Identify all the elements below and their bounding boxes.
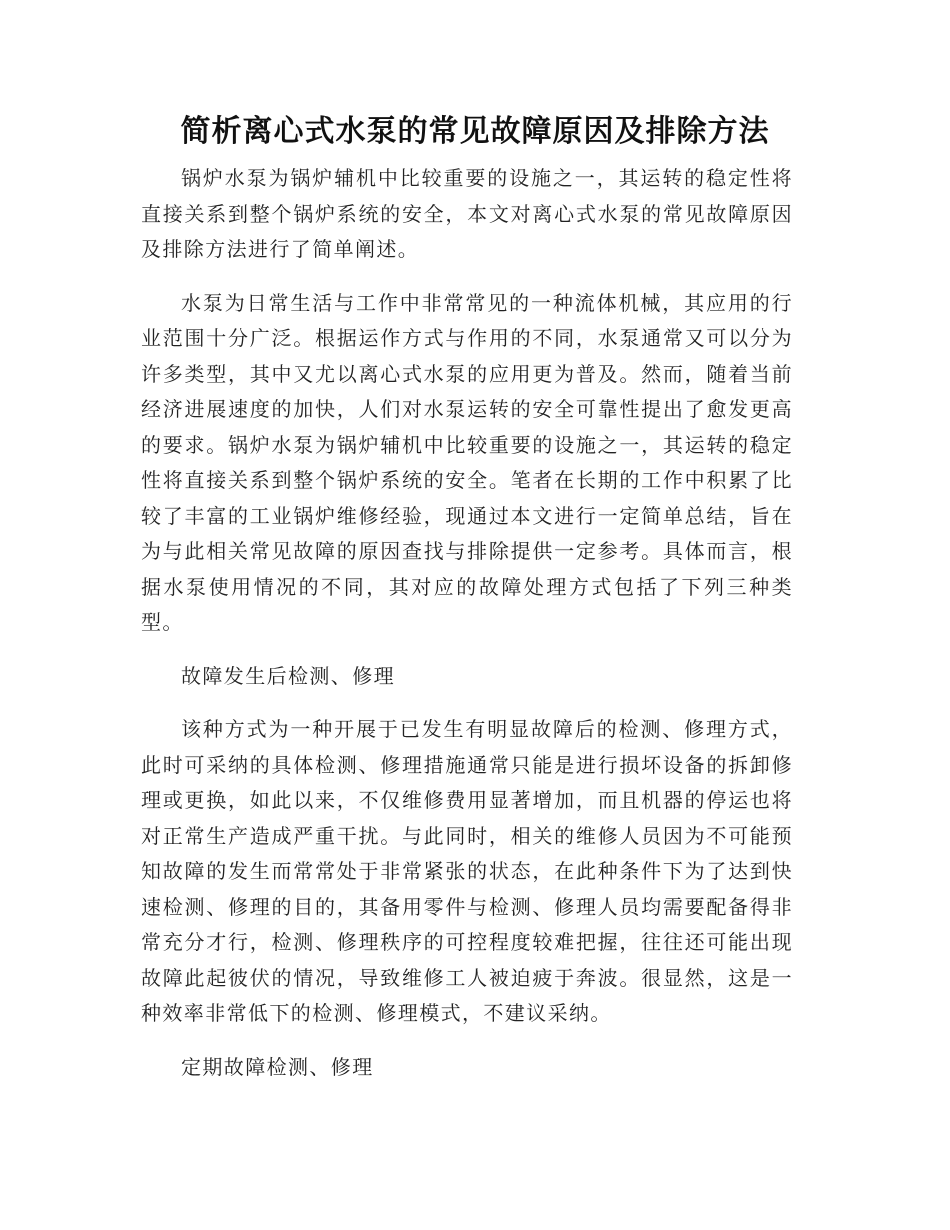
post-failure-paragraph: 该种方式为一种开展于已发生有明显故障后的检测、修理方式，此时可采纳的具体检测、修理措施通常只能是进行损坏设备的拆卸修理或更换，如此以来，不仅维修费用显著增加，而且机器的停运也将对正常生产造成严重干扰。与此同时，相关的维修人员因为不可能预知故障的发生而常常处于非常紧张的状态，在此种条件下为了达到快速检测、修理的目的，其备用零件与检测、修理人员均需要配备得非常充分才行，检测、修理秩序的可控程度较难把握，往往还可能出现故障此起彼伏的情况，导致维修工人被迫疲于奔波。很显然，这是一种效率非常低下的检测、修理模式，不建议采纳。 [141,717,793,1025]
section-heading-periodic: 定期故障检测、修理 [181,1054,374,1079]
section-heading-post-failure: 故障发生后检测、修理 [181,663,395,688]
document-body [141,161,793,1103]
background-paragraph: 水泵为日常生活与工作中非常常见的一种流体机械，其应用的行业范围十分广泛。根据运作方式与作用的不同，水泵通常又可以分为许多类型，其中又尤以离心式水泵的应用更为普及。然而，随着当前经济进展速度的加快，人们对水泵运转的安全可靠性提出了愈发更高的要求。锅炉水泵为锅炉辅机中比较重要的设施之一，其运转的稳定性将直接关系到整个锅炉系统的安全。笔者在长期的工作中积累了比较了丰富的工业锅炉维修经验，现通过本文进行一定简单总结，旨在为与此相关常见故障的原因查找与排除提供一定参考。具体而言，根据水泵使用情况的不同，其对应的故障处理方式包括了下列三种类型。 [141,290,793,634]
document-title: 简析离心式水泵的常见故障原因及排除方法 [180,114,770,149]
intro-paragraph: 锅炉水泵为锅炉辅机中比较重要的设施之一，其运转的稳定性将直接关系到整个锅炉系统的安全，本文对离心式水泵的常见故障原因及排除方法进行了简单阐述。 [141,166,793,261]
